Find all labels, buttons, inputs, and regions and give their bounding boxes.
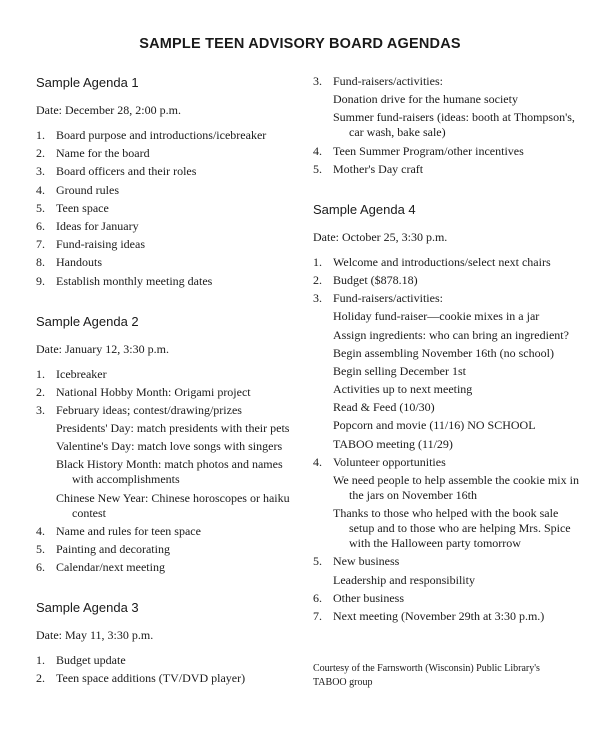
sub-item xyxy=(333,506,593,551)
sub-item-text: Popcorn and movie (11/16) NO SCHOOL xyxy=(333,418,536,433)
sub-item-continuation: setup and to those who are helping Mrs. Spice xyxy=(349,521,571,536)
list-item xyxy=(313,144,593,159)
item-number: 9. xyxy=(36,273,45,288)
item-number: 7. xyxy=(36,237,45,252)
agenda-date: Date: October 25, 3:30 p.m. xyxy=(313,229,448,244)
item-text: Calendar/next meeting xyxy=(56,560,165,575)
agenda-3-continued xyxy=(313,74,593,177)
item-text: Name and rules for teen space xyxy=(56,523,201,538)
sub-item xyxy=(333,309,593,324)
list-item xyxy=(36,367,296,382)
item-number: 1. xyxy=(313,254,322,269)
sub-item-text: Leadership and responsibility xyxy=(333,572,475,587)
item-number: 4. xyxy=(36,523,45,538)
list-item xyxy=(36,219,296,234)
item-text: Painting and decorating xyxy=(56,542,170,556)
sub-item xyxy=(56,439,296,454)
page-title: SAMPLE TEEN ADVISORY BOARD AGENDAS xyxy=(139,36,461,52)
sub-item-continuation: contest xyxy=(72,505,106,520)
item-number: 7. xyxy=(313,608,322,623)
item-text: Establish monthly meeting dates xyxy=(56,273,213,288)
item-number: 4. xyxy=(313,454,322,469)
list-item xyxy=(36,237,296,252)
list-item xyxy=(36,201,296,216)
list-item xyxy=(36,128,296,143)
item-text: Icebreaker xyxy=(56,366,107,381)
sub-item-continuation: with the Halloween party tomorrow xyxy=(349,536,521,551)
sub-item-continuation: car wash, bake sale) xyxy=(349,125,446,140)
list-item xyxy=(36,183,296,198)
item-text: Board officers and their roles xyxy=(56,164,197,179)
item-number: 1. xyxy=(36,128,45,142)
sub-item-text: TABOO meeting (11/29) xyxy=(333,436,453,451)
list-item xyxy=(36,403,296,418)
credit-note xyxy=(313,662,593,690)
sub-item xyxy=(56,421,296,436)
agenda-4 xyxy=(313,201,593,690)
credit-line: TABOO group xyxy=(313,676,373,688)
sub-item xyxy=(333,92,593,107)
item-number: 1. xyxy=(36,366,45,381)
list-item xyxy=(313,554,593,569)
list-item xyxy=(36,255,296,270)
item-number: 5. xyxy=(313,554,322,569)
item-number: 3. xyxy=(36,164,45,179)
credit-line: Courtesy of the Farnsworth (Wisconsin) Public Library's xyxy=(313,662,540,674)
list-item xyxy=(313,255,593,270)
item-number: 5. xyxy=(36,542,45,556)
list-item xyxy=(36,524,296,539)
sub-item xyxy=(333,364,593,379)
sub-item-continuation: with accomplishments xyxy=(72,472,180,487)
list-item xyxy=(36,542,296,557)
agenda-3-start xyxy=(36,599,296,686)
item-text: Fund-raising ideas xyxy=(56,237,145,252)
sub-item xyxy=(333,473,593,503)
agenda-2 xyxy=(36,313,296,576)
list-item xyxy=(36,385,296,400)
sub-item-text: Holiday fund-raiser—cookie mixes in a jar xyxy=(333,309,540,324)
item-number: 3. xyxy=(313,74,322,88)
agenda-heading: Sample Agenda 2 xyxy=(36,313,139,329)
sub-item xyxy=(56,457,296,487)
sub-item-text: Thanks to those who helped with the book sale xyxy=(333,506,559,521)
sub-item xyxy=(333,346,593,361)
item-number: 2. xyxy=(36,384,45,399)
item-number: 5. xyxy=(313,161,322,176)
item-text: Teen Summer Program/other incentives xyxy=(333,143,524,158)
item-number: 6. xyxy=(36,560,45,575)
item-number: 3. xyxy=(36,402,45,417)
list-item xyxy=(313,591,593,606)
sub-item xyxy=(56,491,296,521)
item-number: 4. xyxy=(36,182,45,197)
list-item xyxy=(36,653,296,668)
item-number: 5. xyxy=(36,200,45,215)
agenda-date: Date: January 12, 3:30 p.m. xyxy=(36,341,169,356)
sub-item-text: Read & Feed (10/30) xyxy=(333,400,435,415)
sub-item-text: Chinese New Year: Chinese horoscopes or haiku xyxy=(56,490,290,505)
item-text: Fund-raisers/activities: xyxy=(333,291,443,306)
item-number: 8. xyxy=(36,255,45,270)
agenda-heading: Sample Agenda 1 xyxy=(36,75,139,90)
sub-item xyxy=(333,437,593,452)
item-number: 1. xyxy=(36,653,45,668)
left-column xyxy=(36,74,296,710)
list-item xyxy=(313,273,593,288)
item-number: 6. xyxy=(313,590,322,605)
sub-item-text: Summer fund-raisers (ideas: booth at Thompson's, xyxy=(333,110,575,125)
item-text: Other business xyxy=(333,590,404,605)
sub-item-text: Presidents' Day: match presidents with their pets xyxy=(56,421,290,436)
sub-item-text: Valentine's Day: match love songs with singers xyxy=(56,439,283,454)
list-item xyxy=(313,162,593,177)
item-number: 2. xyxy=(36,671,45,686)
item-text: Budget ($878.18) xyxy=(333,272,418,287)
item-text: Ideas for January xyxy=(56,218,139,233)
list-item xyxy=(313,291,593,306)
item-text: Ground rules xyxy=(56,182,119,197)
list-item xyxy=(36,560,296,575)
sub-item-text: Donation drive for the humane society xyxy=(333,92,518,107)
agenda-heading: Sample Agenda 3 xyxy=(36,600,139,616)
item-text: Name for the board xyxy=(56,146,150,161)
sub-item-text: Begin selling December 1st xyxy=(333,363,466,378)
item-text: Teen space additions (TV/DVD player) xyxy=(56,671,246,686)
sub-item-text: Black History Month: match photos and names xyxy=(56,457,283,472)
list-item xyxy=(36,274,296,289)
agenda-heading: Sample Agenda 4 xyxy=(313,201,416,217)
item-number: 4. xyxy=(313,143,322,158)
agenda-date: Date: May 11, 3:30 p.m. xyxy=(36,628,154,643)
sub-item-text: Activities up to next meeting xyxy=(333,382,473,397)
list-item xyxy=(313,74,593,89)
list-item xyxy=(36,671,296,686)
item-text: February ideas; contest/drawing/prizes xyxy=(56,402,242,417)
item-text: New business xyxy=(333,554,400,569)
item-number: 2. xyxy=(36,146,45,161)
sub-item-text: Begin assembling November 16th (no school) xyxy=(333,345,554,360)
sub-item xyxy=(333,328,593,343)
item-text: Teen space xyxy=(56,200,109,215)
list-item xyxy=(36,146,296,161)
list-item xyxy=(313,609,593,624)
item-number: 6. xyxy=(36,218,45,233)
item-text: Next meeting (November 29th at 3:30 p.m.) xyxy=(333,608,545,623)
item-text: Handouts xyxy=(56,255,102,270)
item-text: Fund-raisers/activities: xyxy=(333,74,443,88)
item-text: Board purpose and introductions/icebreaker xyxy=(56,128,267,142)
agenda-1 xyxy=(36,74,296,289)
right-column xyxy=(313,74,593,714)
sub-item-text: Assign ingredients: who can bring an ingredient? xyxy=(333,327,569,342)
item-text: National Hobby Month: Origami project xyxy=(56,384,251,399)
sub-item xyxy=(333,573,593,588)
item-text: Volunteer opportunities xyxy=(333,454,446,469)
item-text: Mother's Day craft xyxy=(333,161,424,176)
sub-item xyxy=(333,418,593,433)
list-item xyxy=(36,164,296,179)
sub-item xyxy=(333,110,593,140)
item-number: 3. xyxy=(313,291,322,306)
sub-item xyxy=(333,400,593,415)
agenda-date: Date: December 28, 2:00 p.m. xyxy=(36,103,181,117)
item-text: Budget update xyxy=(56,653,126,668)
item-number: 2. xyxy=(313,272,322,287)
sub-item xyxy=(333,382,593,397)
sub-item-text: We need people to help assemble the cookie mix in xyxy=(333,473,579,487)
sub-item-continuation: the jars on November 16th xyxy=(349,488,477,502)
item-text: Welcome and introductions/select next chairs xyxy=(333,254,551,269)
list-item xyxy=(313,455,593,470)
